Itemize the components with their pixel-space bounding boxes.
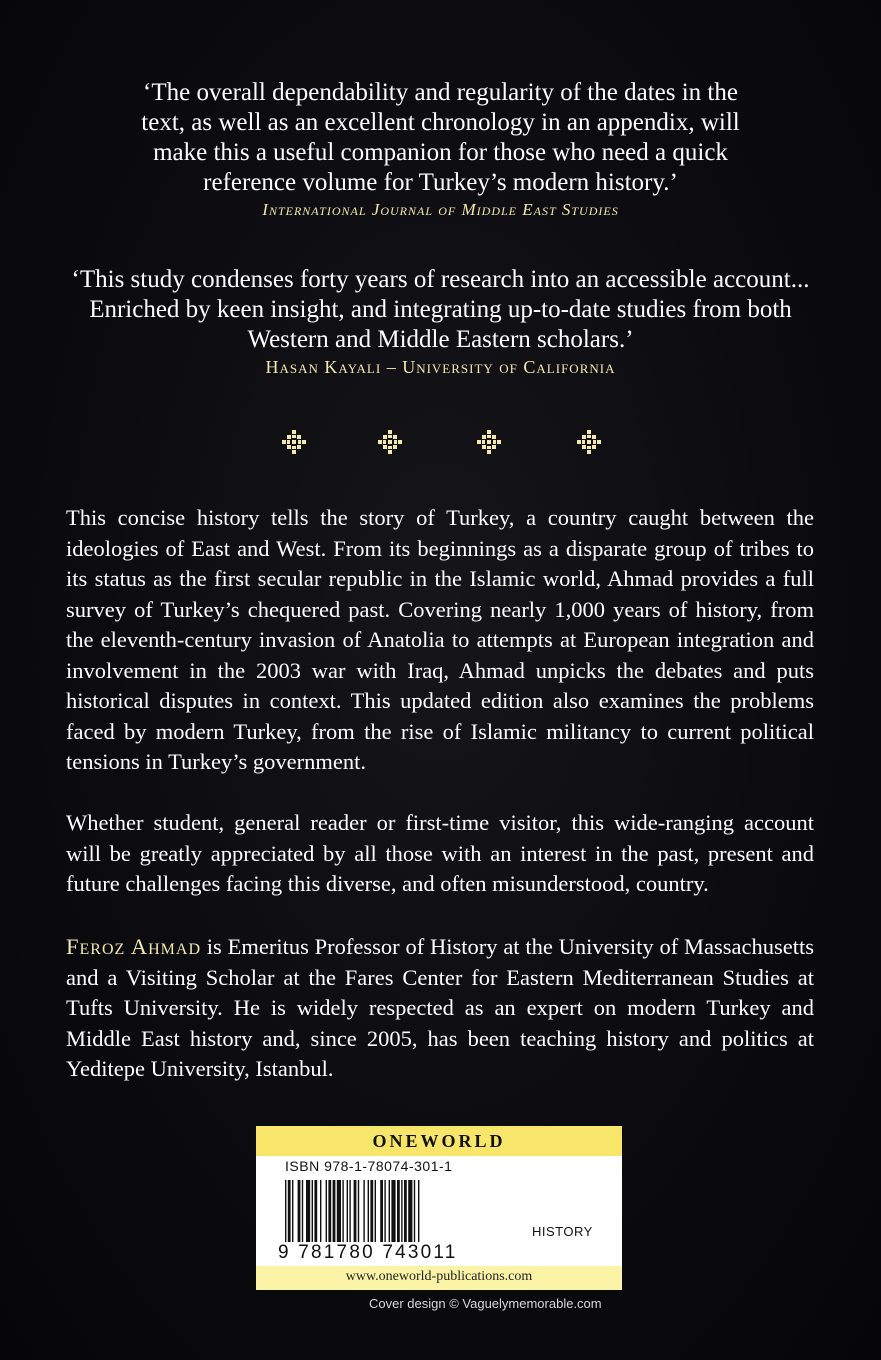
isbn-box [256, 1126, 622, 1290]
barcode-bar [358, 1180, 359, 1242]
barcode-bar [328, 1180, 331, 1242]
barcode-bar [414, 1180, 415, 1242]
barcode-digits: 9 781780 743011 [278, 1242, 458, 1263]
quote-1 [0, 78, 881, 222]
barcode [285, 1180, 495, 1242]
barcode-bar [342, 1180, 343, 1242]
barcode-bar [298, 1180, 301, 1242]
barcode-bar [380, 1180, 383, 1242]
barcode-bar [404, 1180, 407, 1242]
category-label: HISTORY [532, 1224, 593, 1239]
quote-1-attribution: International Journal of Middle East Studies [262, 200, 619, 219]
barcode-bar [312, 1180, 313, 1242]
barcode-bar [320, 1180, 321, 1242]
barcode-bar [354, 1180, 357, 1242]
diamond-cross-ornament-icon [475, 428, 503, 456]
barcode-bar [370, 1180, 373, 1242]
barcode-bar [302, 1180, 303, 1242]
author-bio [66, 932, 814, 1085]
author-bio-text: is Emeritus Professor of History at the University of Massachusetts and a Visiting Scholar at the Fares Center for Eastern Mediterranean Studies at Tufts University. He is widely respected as an expert on modern Turkey and Middle East history and, since 2005, has been teaching history and politics at Yeditepe University, Istanbul. [66, 934, 814, 1081]
barcode-bar [347, 1180, 348, 1242]
author-name: Feroz Ahmad [66, 934, 201, 959]
barcode-bar [292, 1180, 293, 1242]
diamond-cross-ornament-icon [376, 428, 404, 456]
barcode-bar [306, 1180, 310, 1242]
barcode-bar [333, 1180, 336, 1242]
barcode-area [256, 1156, 622, 1266]
barcode-bar [288, 1180, 291, 1242]
barcode-bar [285, 1180, 286, 1242]
quote-2-text: ‘This study condenses forty years of research into an accessible account... Enriched by keen insight, and integrating up-to-date studies from both Western and Middle Eastern scholars.’ [71, 266, 810, 353]
barcode-bar [363, 1180, 364, 1242]
publisher-logo: ONEWORLD [256, 1126, 622, 1156]
barcode-bar [375, 1180, 376, 1242]
barcode-bar [397, 1180, 400, 1242]
isbn-number: ISBN 978-1-78074-301-1 [285, 1158, 453, 1174]
barcode-bar [408, 1180, 412, 1242]
barcode-bar [314, 1180, 317, 1242]
ornament-row [0, 428, 881, 458]
publisher-website: www.oneworld-publications.com [345, 1269, 533, 1284]
quote-1-text: ‘The overall dependability and regularity of the dates in the text, as well as an excellent chronology in an appendix, will make this a useful companion for those who need a quick reference volume for Turkey’s modern history.’ [141, 79, 740, 196]
quote-2 [0, 265, 881, 379]
description-paragraph-2: Whether student, general reader or first-time visitor, this wide-ranging account will be greatly appreciated by all those with an interest in the past, present and future challenges facing this diverse, and often misunderstood, country. [66, 810, 814, 896]
quote-2-attribution: Hasan Kayali – University of California [265, 357, 616, 377]
barcode-bar [401, 1180, 402, 1242]
barcode-bar [337, 1180, 341, 1242]
barcode-bar [389, 1180, 390, 1242]
barcode-bar [349, 1180, 350, 1242]
diamond-cross-ornament-icon [575, 428, 603, 456]
cover-credit: Cover design © Vaguelymemorable.com [369, 1296, 602, 1311]
barcode-bar [391, 1180, 395, 1242]
diamond-cross-ornament-icon [280, 428, 308, 456]
barcode-bar [418, 1180, 419, 1242]
description-paragraph-1: This concise history tells the story of Turkey, a country caught between the ideologies of East and West. From its beginnings as a disparate group of tribes to its status as the first secular republic in the Islamic world, Ahmad provides a full survey of Turkey’s chequered past. Covering nearly 1,000 years of history, from the eleventh-century invasion of Anatolia to attempts at European integration and involvement in the 2003 war with Iraq, Ahmad unpicks the debates and puts historical disputes in context. This updated edition also examines the problems faced by modern Turkey, from the rise of Islamic militancy to current political tensions in Turkey’s government. [66, 505, 814, 774]
barcode-bar [368, 1180, 369, 1242]
barcode-bar [384, 1180, 385, 1242]
barcode-bar [326, 1180, 327, 1242]
